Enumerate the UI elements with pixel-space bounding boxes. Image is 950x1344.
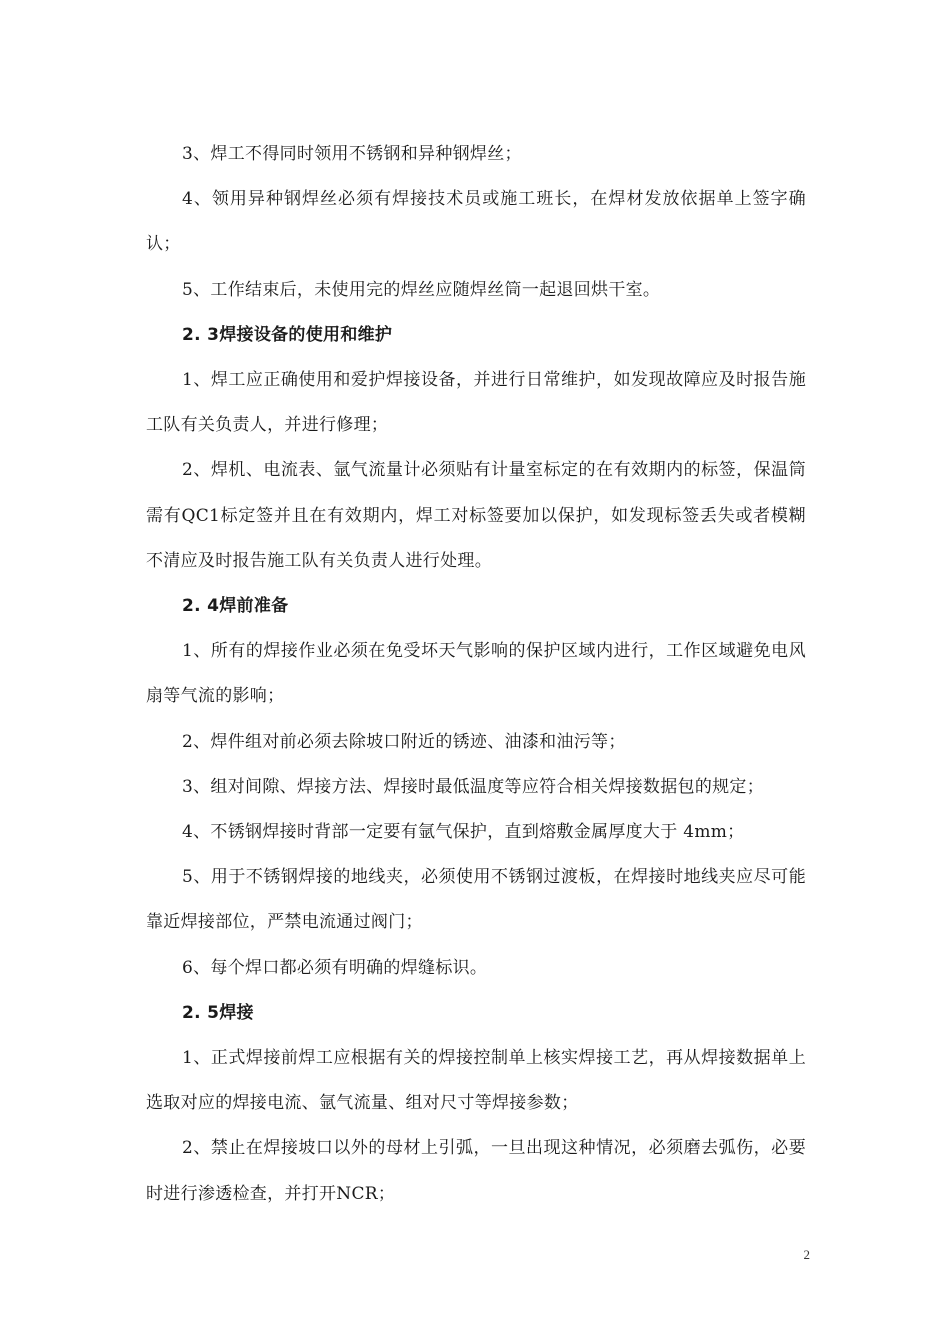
paragraph: 1、正式焊接前焊工应根据有关的焊接控制单上核实焊接工艺，再从焊接数据单上选取对应的焊接电流、氩气流量、组对尺寸等焊接参数；: [146, 1048, 806, 1114]
page-number: 2: [803, 1247, 810, 1262]
paragraph: 3、组对间隙、焊接方法、焊接时最低温度等应符合相关焊接数据包的规定；: [182, 776, 765, 797]
paragraph: 2、焊机、电流表、氩气流量计必须贴有计量室标定的在有效期内的标签，保温筒需有QC1标定签并且在有效期内，焊工对标签要加以保护，如发现标签丢失或者模糊不清应及时报告施工队有关负责人进行处理。: [146, 460, 806, 571]
paragraph: 5、用于不锈钢焊接的地线夹，必须使用不锈钢过渡板，在焊接时地线夹应尽可能靠近焊接部位，严禁电流通过阀门；: [146, 867, 806, 933]
section-heading: 2. 4焊前准备: [182, 596, 289, 617]
section-heading: 2. 3焊接设备的使用和维护: [182, 324, 393, 345]
paragraph: 6、每个焊口都必须有明确的焊缝标识。: [182, 957, 488, 978]
paragraph: 2、禁止在焊接坡口以外的母材上引弧，一旦出现这种情况，必须磨去弧伤，必要时进行渗透检查，并打开NCR；: [146, 1138, 806, 1204]
document-body: [146, 132, 806, 1217]
paragraph: 4、领用异种钢焊丝必须有焊接技术员或施工班长，在焊材发放依据单上签字确认；: [146, 189, 806, 255]
paragraph: 4、不锈钢焊接时背部一定要有氩气保护，直到熔敷金属厚度大于 4mm；: [182, 822, 745, 843]
paragraph: 3、焊工不得同时领用不锈钢和异种钢焊丝；: [182, 144, 522, 164]
paragraph: 2、焊件组对前必须去除坡口附近的锈迹、油漆和油污等；: [182, 731, 626, 752]
paragraph: 5、工作结束后，未使用完的焊丝应随焊丝筒一起退回烘干室。: [182, 279, 661, 300]
paragraph: 1、所有的焊接作业必须在免受坏天气影响的保护区域内进行，工作区域避免电风扇等气流的影响；: [146, 641, 806, 707]
paragraph: 1、焊工应正确使用和爱护焊接设备，并进行日常维护，如发现故障应及时报告施工队有关负责人，并进行修理；: [146, 370, 806, 436]
section-heading: 2. 5焊接: [182, 1002, 254, 1023]
